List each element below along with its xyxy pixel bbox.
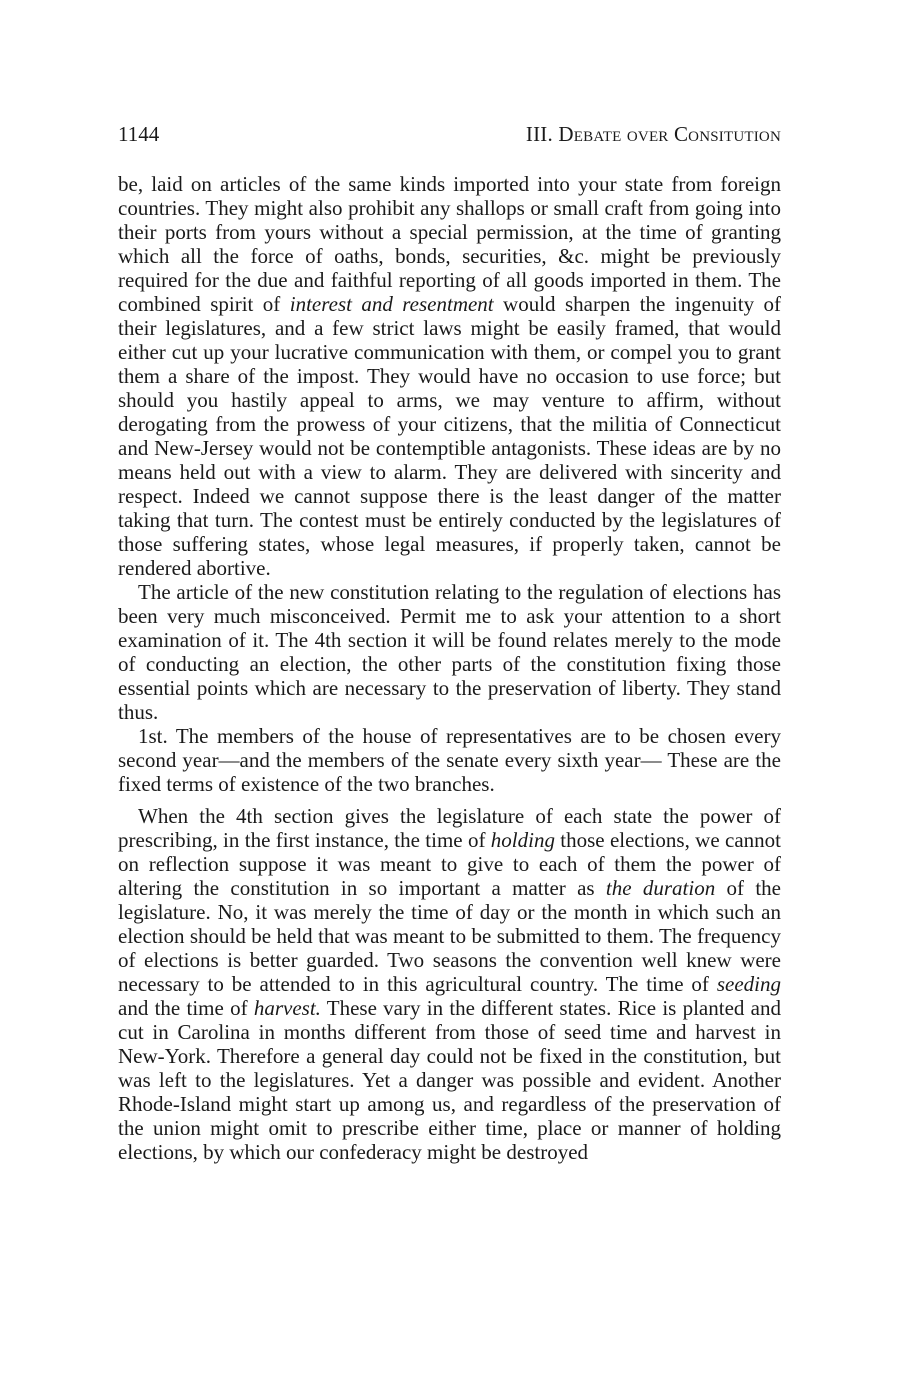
paragraph [118,172,781,580]
paragraph-text: be, laid on articles of the same kinds imported into your state from foreign countries. They might also prohibit any shallops or small craft from going into their ports from yours without a special permission, at the time of granting which all the force of oaths, bonds, securities, &c. might be previously required for the due and faithful reporting of all goods imported in them. The combined spirit of [118,172,781,316]
body-text [118,172,781,1164]
paragraph-text: When the 4th section gives the legislature of each state the power of prescribing, in the first instance, the time of [118,804,781,852]
italic-text: seeding [716,972,781,996]
paragraph-text: and the time of [118,996,254,1020]
paragraph [118,724,781,796]
running-head [118,120,781,148]
paragraph-text: The article of the new constitution relating to the regulation of elections has been very much misconceived. Permit me to ask your attention to a short examination of it. The 4th section it will be found relates merely to the mode of conducting an election, the other parts of the constitution fixing those essential points which are necessary to the preservation of liberty. They stand thus. [118,580,781,724]
page-number: 1144 [118,122,160,146]
italic-text: the duration [605,876,716,900]
italic-text: holding [490,828,555,852]
book-page [118,120,781,1164]
paragraph-text: would sharpen the ingenuity of their legislatures, and a few strict laws might be easily framed, that would either cut up your lucrative communication with them, or compel you to grant them a share of the impost. They would have no occasion to use force; but should you hastily appeal to arms, we may venture to affirm, without derogating from the prowess of your citizens, that the militia of Connecticut and New-Jersey would not be contemptible antagonists. These ideas are by no means held out with a view to alarm. They are delivered with sincerity and respect. Indeed we cannot suppose there is the least danger of the matter taking that turn. The contest must be entirely conducted by the legislatures of those suffering states, whose legal measures, if properly taken, cannot be rendered abortive. [118,292,781,580]
italic-text: interest and resentment [289,292,494,316]
running-title: III. Debate over Consitution [525,122,781,146]
paragraph-text: These vary in the different states. Rice is planted and cut in Carolina in months different from those of seed time and harvest in New-York. Therefore a general day could not be fixed in the constitution, but was left to the legislatures. Yet a danger was possible and evident. Another Rhode-Island might start up among us, and regardless of the preservation of the union might omit to prescribe either time, place or manner of holding elections, by which our confederacy might be destroyed [118,996,781,1164]
paragraph-text: 1st. The members of the house of representatives are to be chosen every second year—and the members of the senate every sixth year— These are the fixed terms of existence of the two branches. [118,724,781,796]
paragraph [118,580,781,724]
paragraph-text: of the legislature. No, it was merely the time of day or the month in which such an election should be held that was meant to be submitted to them. The frequency of elections is better guarded. Two seasons the convention well knew were necessary to be attended to in this agricultural country. The time of [118,876,781,996]
italic-text: harvest. [253,996,321,1020]
paragraph-text: those elections, we cannot on reflection suppose it was meant to give to each of them the power of altering the constitution in so important a matter as [118,828,781,900]
paragraph [118,804,781,1164]
